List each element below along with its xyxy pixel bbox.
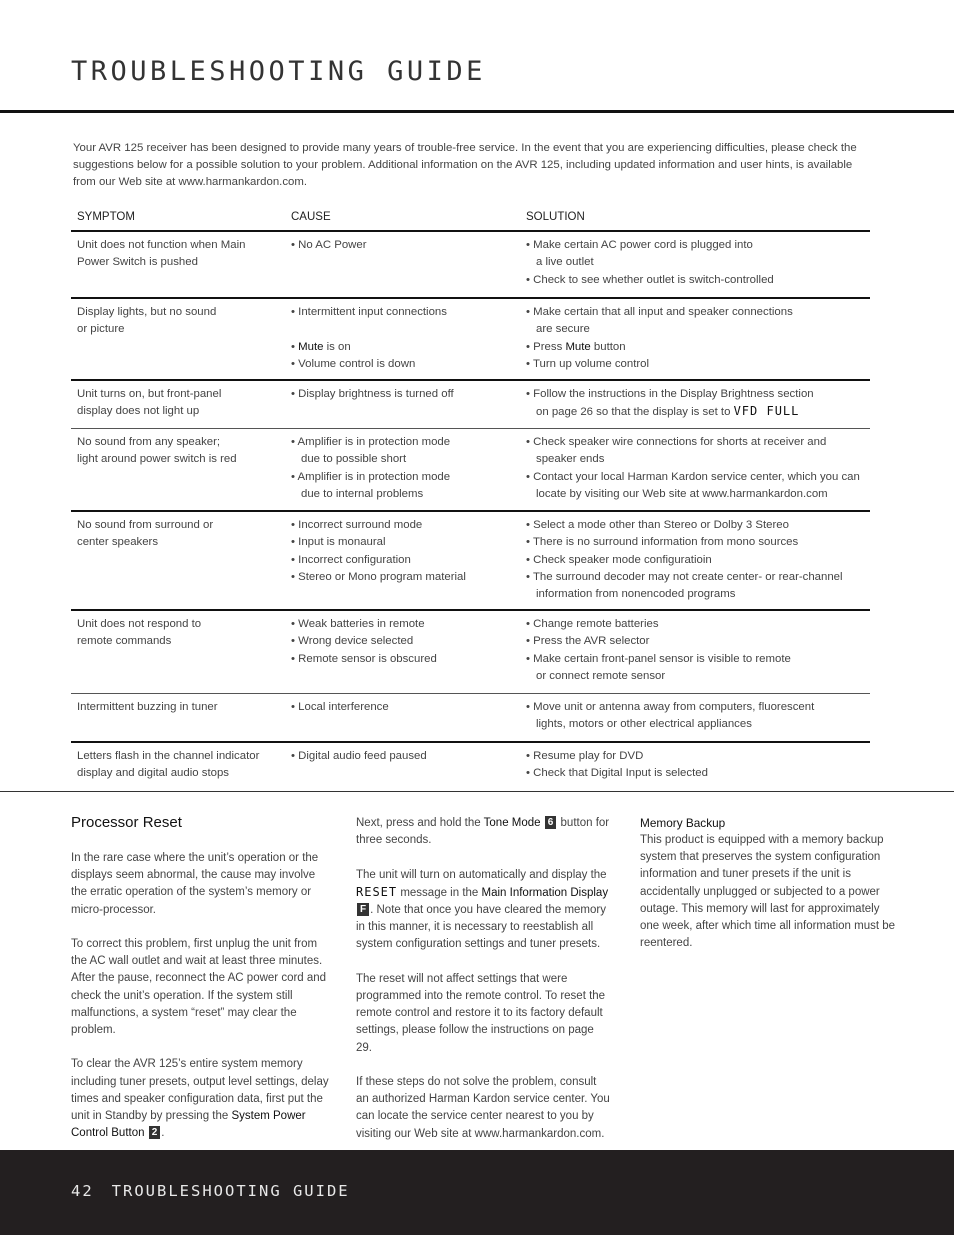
symptom-cell (71, 517, 285, 609)
symptom-cell (71, 386, 285, 428)
paragraph: In the rare case where the unit’s operation or the displays seem abnormal, the cause may involve the erratic operation of the system’s memory or micro-processor. (71, 852, 319, 916)
lcd-text: VFD FULL (733, 404, 800, 419)
cell-line: locate by visiting our Web site at www.harmankardon.com (536, 487, 828, 500)
solution-cell (520, 616, 870, 693)
cell-line: due to possible short (301, 453, 407, 466)
cause-cell (285, 517, 520, 609)
table-row (71, 232, 870, 299)
solution-cell (520, 386, 870, 428)
cell-line: Unit does not function when Main (77, 239, 246, 251)
cell-line: Power Switch is pushed (77, 256, 198, 269)
paragraph: This product is equipped with a memory backup system that preserves the system configuration information and tuner presets if the unit is accidentally unplugged or subjected to a power outage. This memory will last for approximately one week, after which time all information must be reentered. (640, 834, 896, 950)
cause-cell (285, 748, 520, 791)
cell-line: • Incorrect surround mode (291, 519, 423, 531)
cell-line: a live outlet (536, 256, 594, 269)
footer-title: TROUBLESHOOTING GUIDE (111, 1182, 350, 1200)
memory-backup-heading: Memory Backup (640, 816, 726, 830)
table-row (71, 694, 870, 743)
cell-line: due to internal problems (301, 487, 424, 500)
cell-text: button (590, 340, 626, 353)
cell-line: light around power switch is red (77, 453, 237, 466)
footer-text (71, 1182, 368, 1200)
header-solution: SOLUTION (526, 210, 585, 223)
solution-cell (520, 748, 870, 791)
cell-line: • Display brightness is turned off (291, 388, 454, 400)
processor-reset-column-1 (71, 813, 329, 1160)
mute-control-label: Mute (298, 340, 324, 353)
paragraph-text: To clear the AVR 125’s entire system memory including tuner presets, output level settings, delay times and speaker configuration data, first put the unit in Standby by pressing the (71, 1058, 329, 1123)
system-power-control-label: System Power Control Button (71, 1110, 306, 1140)
cell-line: No sound from any speaker; (77, 436, 221, 448)
paragraph-text: Next, press and hold the (356, 817, 484, 829)
table-row (71, 611, 870, 694)
cell-line: • Move unit or antenna away from computers, fluorescent (526, 701, 815, 713)
cause-cell (285, 237, 520, 297)
symptom-cell (71, 304, 285, 379)
intro-paragraph: Your AVR 125 receiver has been designed to provide many years of trouble-free service. In the event that you are experiencing difficulties, please check the suggestions below for a possible solution to your problem. Additional information on the AVR 125, including updated information and user hints, is available from our Web site at www.harmankardon.com. (73, 142, 857, 188)
solution-cell (520, 699, 870, 741)
table-header (71, 203, 870, 232)
solution-cell (520, 434, 870, 510)
table-row (71, 743, 870, 791)
header-cause: CAUSE (291, 210, 331, 223)
cell-line: • Incorrect configuration (291, 553, 411, 566)
lcd-text: RESET (356, 884, 398, 899)
paragraph-text: . Note that once you have cleared the memory in this manner, it is necessary to reestablish all system configuration settings and tuner presets. (356, 904, 606, 951)
cell-line: center speakers (77, 536, 159, 549)
cause-cell (285, 616, 520, 693)
cell-line: • Resume play for DVD (526, 750, 644, 762)
cell-line: • Amplifier is in protection mode (291, 470, 451, 483)
paragraph (356, 867, 612, 954)
cell-line: • Check speaker wire connections for shorts at receiver and (526, 436, 827, 448)
cell-line (291, 339, 520, 356)
cell-line: • Stereo or Mono program material (291, 570, 466, 583)
cell-line: or connect remote sensor (536, 669, 666, 682)
header-symptom: SYMPTOM (77, 210, 135, 223)
cell-line: • Turn up volume control (526, 357, 650, 370)
cell-line: information from nonencoded programs (536, 588, 736, 601)
callout-key-badge: F (357, 903, 369, 916)
symptom-cell (71, 237, 285, 297)
cell-line: remote commands (77, 635, 172, 648)
cell-line: • Make certain that all input and speaker connections (526, 306, 793, 318)
cell-line (526, 339, 870, 356)
cell-line: • Check speaker mode configuratioin (526, 553, 712, 566)
cell-line: Unit turns on, but front-panel (77, 388, 222, 400)
cell-line: • Remote sensor is obscured (291, 652, 437, 665)
cell-line: • Follow the instructions in the Display Brightness section (526, 388, 814, 400)
cell-line: display and digital audio stops (77, 767, 229, 780)
solution-cell (520, 237, 870, 297)
cell-line: • Check that Digital Input is selected (526, 767, 708, 780)
cause-cell (285, 699, 520, 741)
solution-cell (520, 517, 870, 609)
cell-line: • Intermittent input connections (291, 306, 447, 318)
troubleshooting-table (71, 203, 870, 791)
paragraph (356, 815, 612, 849)
cell-line: • Local interference (291, 701, 389, 713)
cell-line: speaker ends (536, 453, 605, 466)
symptom-cell (71, 699, 285, 741)
cell-line: lights, motors or other electrical appliances (536, 718, 752, 731)
cell-line: • Change remote batteries (526, 618, 659, 630)
cell-line: or picture (77, 323, 125, 336)
table-row (71, 299, 870, 381)
paragraph-text: . (161, 1127, 165, 1140)
memory-backup-column (640, 815, 898, 970)
cell-line: • No AC Power (291, 239, 367, 251)
cell-line: • Make certain AC power cord is plugged into (526, 239, 753, 251)
cell-line: • Contact your local Harman Kardon service center, which you can (526, 470, 860, 483)
cell-text: • Press (526, 340, 566, 353)
callout-key-badge: 2 (149, 1126, 161, 1139)
cell-line: • Input is monaural (291, 536, 386, 549)
table-row (71, 429, 870, 512)
processor-reset-heading: Processor Reset (71, 814, 182, 831)
symptom-cell (71, 748, 285, 791)
cell-line: • Check to see whether outlet is switch-controlled (526, 273, 774, 286)
title-rule (0, 110, 954, 113)
paragraph-text: message in the (397, 886, 482, 899)
cell-line: • Press the AVR selector (526, 635, 650, 648)
processor-reset-column-2 (356, 815, 612, 1160)
cell-line: • Volume control is down (291, 357, 416, 370)
cause-cell (285, 386, 520, 428)
paragraph: The reset will not affect settings that were programmed into the remote control. To reset the remote control and restore it to its factory default settings, please follow the instructions on page 29. (356, 972, 606, 1054)
mute-control-label: Mute (565, 340, 591, 353)
cell-line (526, 403, 870, 421)
section-divider (0, 791, 954, 792)
cell-line: • The surround decoder may not create center- or rear-channel (526, 570, 843, 583)
paragraph-text: The unit will turn on automatically and display the (356, 868, 607, 881)
cell-line: are secure (536, 323, 590, 336)
cell-line: • Wrong device selected (291, 635, 414, 648)
page-title: TROUBLESHOOTING GUIDE (71, 56, 486, 87)
symptom-cell (71, 616, 285, 693)
cell-line: • Amplifier is in protection mode (291, 436, 451, 448)
cell-line: • Weak batteries in remote (291, 618, 425, 630)
cell-text: is on (323, 340, 351, 353)
cell-line: No sound from surround or (77, 519, 214, 531)
cell-gap (291, 321, 520, 338)
paragraph-text: button for three seconds. (356, 817, 610, 847)
table-row (71, 512, 870, 611)
cell-line: • There is no surround information from mono sources (526, 536, 799, 549)
cell-text: on page 26 so that the display is set to (536, 406, 734, 419)
paragraph (71, 1056, 329, 1142)
cell-line: • Make certain front-panel sensor is visible to remote (526, 652, 791, 665)
cell-line: • Digital audio feed paused (291, 750, 427, 762)
cause-cell (285, 304, 520, 379)
page-footer (0, 1150, 954, 1235)
paragraph: If these steps do not solve the problem, consult an authorized Harman Kardon service center. You can locate the service center nearest to you by visiting our Web site at www.harmankardon.com. (356, 1076, 610, 1140)
cell-line: display does not light up (77, 405, 200, 418)
cell-line: Intermittent buzzing in tuner (77, 701, 218, 713)
tone-mode-label: Tone Mode (483, 817, 541, 829)
page-number: 42 (71, 1182, 94, 1200)
cause-cell (285, 434, 520, 510)
paragraph: To correct this problem, first unplug the unit from the AC wall outlet and wait at least three minutes. After the pause, reconnect the AC power cord and check the unit’s operation. If the system still malfunctions, a system “reset” may clear the problem. (71, 938, 327, 1037)
bullet: • (291, 340, 299, 353)
cell-line: Display lights, but no sound (77, 306, 217, 318)
main-information-display-label: Main Information Display (481, 886, 609, 899)
cell-line: Letters flash in the channel indicator (77, 750, 260, 762)
solution-cell (520, 304, 870, 379)
table-row (71, 381, 870, 429)
cell-line: Unit does not respond to (77, 618, 202, 630)
cell-line: • Select a mode other than Stereo or Dolby 3 Stereo (526, 519, 789, 531)
symptom-cell (71, 434, 285, 510)
callout-key-badge: 6 (545, 816, 557, 829)
